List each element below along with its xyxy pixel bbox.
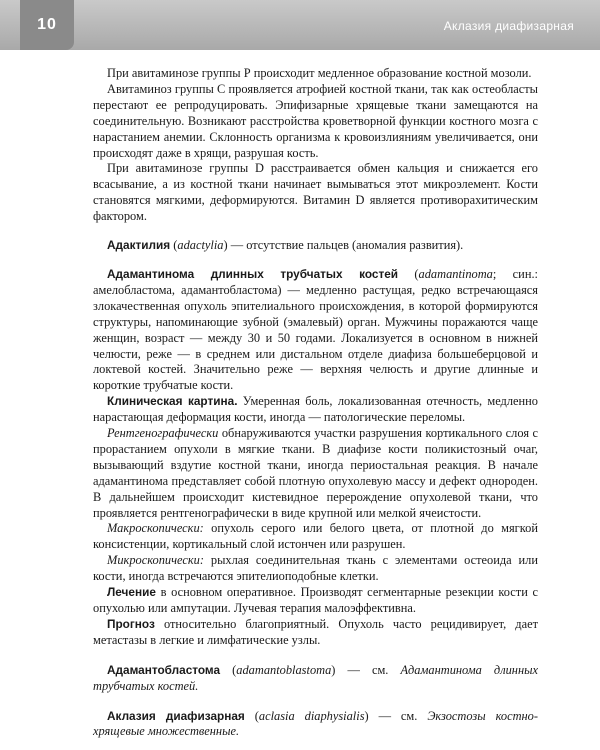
treatment-text: в основном оперативное. Производят сегментарные резекции кости с опухолью или ампутации. Лучевая терапия малоэффективна.: [93, 585, 538, 615]
page-number: 10: [37, 16, 57, 33]
xray-text: обнаруживаются участки разрушения кортикального слоя с прорастанием опухоли в мягкие ткани. В диафизе кости поликистозный очаг, вызывающий вздутие костной ткани, иногда периостальная реакция. В начале адамантинома представляет собой плотную опухолевую массу и дефект однороден. В дальнейшем происходит кистевидное перерождение опухолевой ткани, что проявляется рентгенографически в виде крупной или мелкой ячеистости.: [93, 426, 538, 520]
paragraph-vitamin-c: Авитаминоз группы С проявляется атрофией костной ткани, так как остеобласты перестают ее репродуцировать. Эпифизарные хрящевые ткани замещаются на соединительную. Возникают расстройства кроветворной функции костного мозга с нарастанием анемии. Склонность организма к кровоизлияниям увеличивается, они происходят даже в хрящи, разрушая кость.: [93, 81, 538, 160]
micro-paragraph: [93, 553, 538, 585]
treatment-label: Лечение: [107, 585, 156, 600]
latin-term: adamantoblastoma: [236, 662, 332, 677]
micro-text: рыхлая соединительная ткань с элементами остеоида или кости, иногда встречаются эпителиоподобные клетки.: [93, 553, 538, 584]
macro-text: опухоль серого или белого цвета, от плотной до мягкой консистенции, кортикальный слой истончен или разрушен.: [93, 521, 538, 552]
prognosis-paragraph: [93, 617, 538, 649]
spacer: [93, 649, 538, 663]
clinical-text: Умеренная боль, локализованная отечность, медленно нарастающая деформация кости, иногда — патологические переломы.: [93, 394, 538, 425]
entry-definition: медленно растущая, редко встречающаяся злокачественная опухоль эпителиального происхождения, в которой формируются структуры, напоминающие зубной (эмалевый) орган. Мужчины поражаются чаще женщин, возраст — между 30 и 50 годами. Локализуется в основном в нижней челюсти, реже — в среднем или дистальном отделе диафиза большеберцовой и локтевой костей. Значительно реже — верхняя челюсть и другие длинные и короткие трубчатые кости.: [93, 282, 538, 393]
xray-paragraph: [93, 426, 538, 521]
header-bar: [0, 0, 600, 50]
entry-definition: отсутствие пальцев (аномалия развития).: [246, 238, 464, 253]
running-head: Аклазия диафизарная: [443, 19, 574, 33]
micro-label: Микроскопически:: [107, 553, 204, 568]
latin-term: aclasia diaphysialis: [258, 708, 365, 723]
latin-term: adactylia: [177, 238, 224, 253]
prognosis-text: относительно благоприятный. Опухоль часто рецидивирует, дает метастазы в легкие и лимфатические узлы.: [93, 616, 539, 647]
cross-reference: Экзостозы костно-хрящевые множественные.: [93, 708, 539, 739]
treatment-paragraph: [93, 585, 538, 617]
page-number-tab: [20, 0, 74, 50]
entry-term: Адамантобластома: [107, 662, 221, 677]
clinical-label: Клиническая картина.: [107, 394, 238, 409]
prognosis-label: Прогноз: [107, 616, 155, 631]
see-label: — см.: [347, 662, 389, 677]
entry-aclasia: Аклазия диафизарная (aclasia diaphysialis) — см. Экзостозы костно-хрящевые множественные.: [93, 708, 539, 739]
paragraph-vitamin-d: При авитаминозе группы D расстраивается обмен кальция и снижается его всасывание, а из костной ткани начинает вымываться этот микроэлемент. Кости становятся мягкими, деформируются. Витамин D является противорахитическим фактором.: [93, 161, 538, 224]
page-content: [93, 66, 538, 740]
clinical-paragraph: [93, 394, 538, 426]
macro-paragraph: [93, 521, 538, 553]
cross-reference: Адамантинома длинных трубчатых костей.: [93, 662, 538, 693]
see-label: — см.: [378, 708, 418, 723]
entry-adamantinoma: Адамантинома длинных трубчатых костей (adamantinoma; син.: амелобластома, адамантобластома) — медленно растущая, редко встречающаяся злокачественная опухоль эпителиального происхождения, в которой формируются структуры, напоминающие зубной (эмалевый) орган. Мужчины поражаются чаще женщин, возраст — между 30 и 50 годами. Локализуется в основном в нижней челюсти, реже — в среднем или дистальном отделе диафиза большеберцовой и локтевой костей. Значительно реже — верхняя челюсть и другие длинные и короткие трубчатые кости.: [93, 266, 538, 393]
macro-label: Макроскопически:: [107, 521, 204, 536]
entry-adactylia: Адактилия (adactylia) — отсутствие пальцев (аномалия развития).: [107, 238, 464, 253]
entry-term: Адамантинома длинных трубчатых костей: [107, 266, 399, 281]
latin-term: adamantinoma: [418, 266, 493, 281]
entry-term: Аклазия диафизарная: [107, 708, 245, 723]
entry-term: Адактилия: [107, 238, 171, 253]
spacer: [93, 695, 538, 709]
paragraph-vitamin-p: При авитаминозе группы Р происходит медленное образование костной мозоли.: [107, 66, 532, 80]
spacer: [93, 254, 538, 267]
entry-adamantoblastoma: Адамантобластома (adamantoblastoma) — см. Адамантинома длинных трубчатых костей.: [93, 662, 538, 693]
xray-label: Рентгенографически: [107, 426, 219, 441]
synonyms: ; син.: амелобластома, адамантобластома): [93, 266, 538, 297]
spacer: [93, 225, 538, 238]
